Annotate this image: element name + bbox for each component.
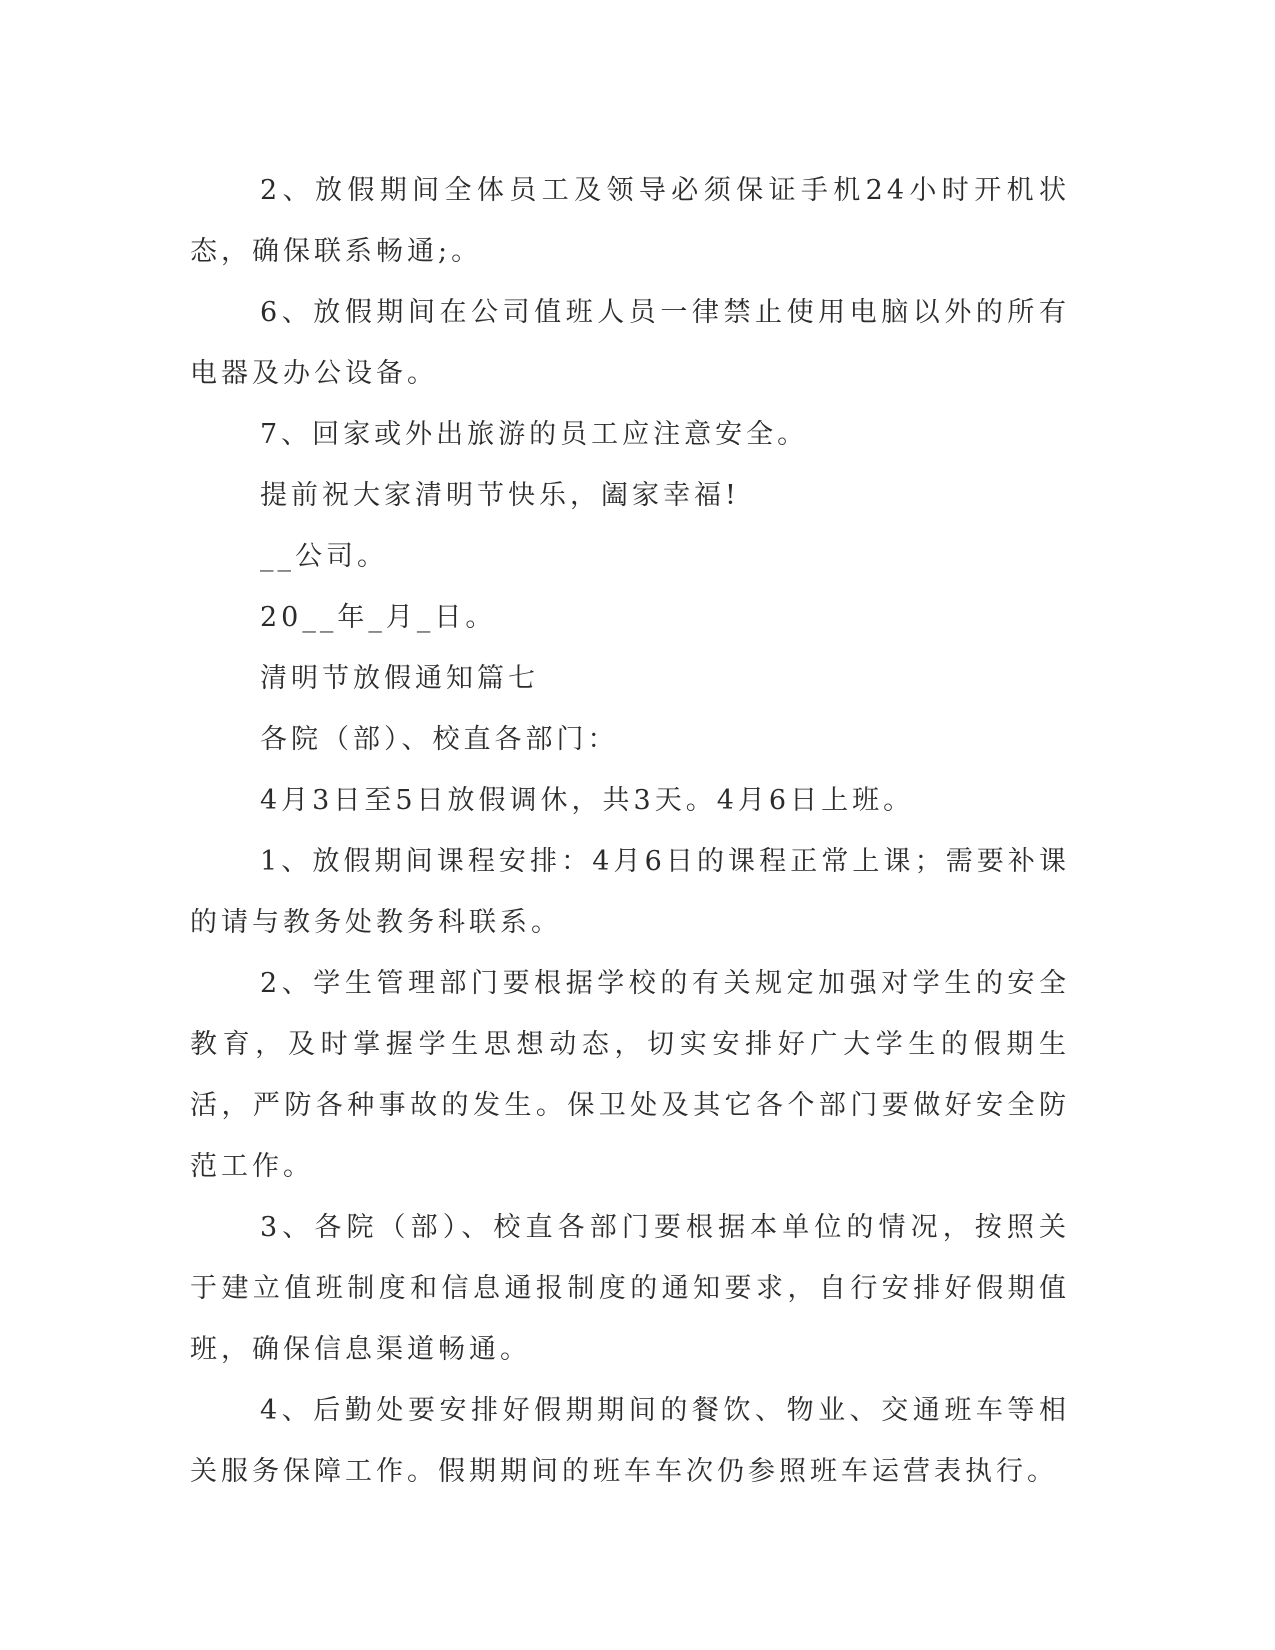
- paragraph-courses: 1、放假期间课程安排：4月6日的课程正常上课；需要补课的请与教务处教务科联系。: [190, 846, 1070, 938]
- paragraph-travel-safety: 7、回家或外出旅游的员工应注意安全。: [260, 419, 809, 450]
- section-title: 清明节放假通知篇七: [260, 663, 539, 694]
- paragraph-duty-system: 3、各院（部）、校直各部门要根据本单位的情况，按照关于建立值班制度和信息通报制度的通知要求，自行安排好假期值班，确保信息渠道畅通。: [190, 1212, 1070, 1365]
- signature-date: 20__年_月_日。: [260, 602, 497, 633]
- paragraph-appliance-ban: 6、放假期间在公司值班人员一律禁止使用电脑以外的所有电器及办公设备。: [190, 297, 1070, 389]
- paragraph-logistics: 4、后勤处要安排好假期期间的餐饮、物业、交通班车等相关服务保障工作。假期期间的班车车次仍参照班车运营表执行。: [190, 1395, 1070, 1487]
- addressee: 各院（部）、校直各部门：: [260, 724, 619, 755]
- paragraph-schedule: 4月3日至5日放假调休，共3天。4月6日上班。: [260, 785, 915, 816]
- paragraph-phone-on: 2、放假期间全体员工及领导必须保证手机24小时开机状态，确保联系畅通;。: [190, 175, 1070, 267]
- signature-company: __公司。: [260, 541, 388, 572]
- document-body: [190, 160, 1070, 1502]
- paragraph-student-safety: 2、学生管理部门要根据学校的有关规定加强对学生的安全教育，及时掌握学生思想动态，切实安排好广大学生的假期生活，严防各种事故的发生。保卫处及其它各个部门要做好安全防范工作。: [190, 968, 1070, 1182]
- paragraph-greeting: 提前祝大家清明节快乐，阖家幸福!: [260, 480, 740, 511]
